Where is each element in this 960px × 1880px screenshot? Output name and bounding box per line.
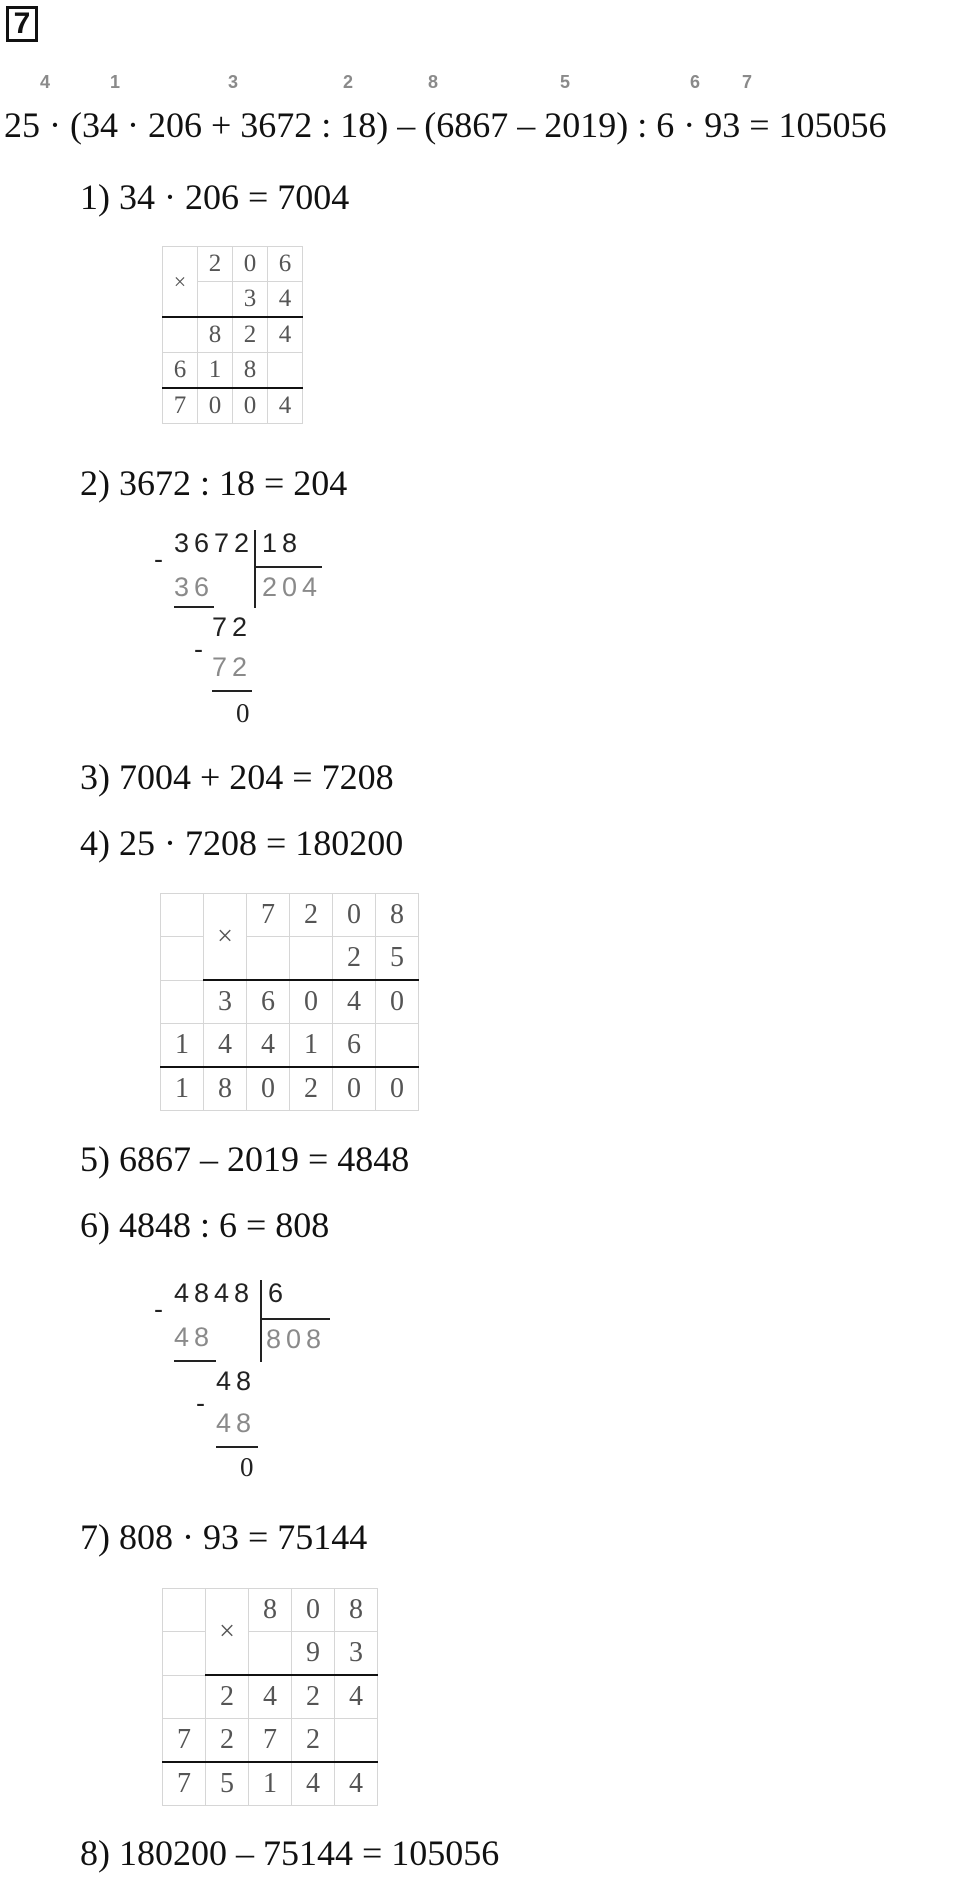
long-division-1 (154, 528, 340, 738)
order-mark: 6 (690, 72, 701, 92)
multiply-sign: × (206, 1589, 249, 1676)
grid-cell: 8 (233, 353, 268, 389)
grid-cell (163, 1675, 206, 1719)
remainder: 0 (236, 698, 255, 728)
grid-cell: 3 (233, 282, 268, 318)
dividend: 4848 (174, 1278, 255, 1308)
grid-cell: 2 (233, 317, 268, 353)
grid-cell: 2 (290, 894, 333, 937)
grid-cell: 5 (376, 937, 419, 981)
grid-cell: 0 (247, 1067, 290, 1111)
grid-cell: 1 (198, 353, 233, 389)
grid-cell: 4 (292, 1762, 335, 1806)
step-5: 5) 6867 – 2019 = 4848 (80, 1139, 410, 1179)
grid-cell: 3 (335, 1632, 378, 1676)
grid-cell: 7 (249, 1719, 292, 1763)
grid-cell: 3 (204, 980, 247, 1024)
order-mark: 5 (560, 72, 571, 92)
grid-cell: 1 (161, 1067, 204, 1111)
grid-cell: 2 (292, 1675, 335, 1719)
grid-cell: 6 (268, 247, 303, 282)
order-mark: 4 (40, 72, 51, 92)
order-mark: 1 (110, 72, 121, 92)
grid-cell: 4 (333, 980, 376, 1024)
grid-cell: 2 (292, 1719, 335, 1763)
quotient: 204 (262, 572, 323, 602)
grid-cell: 8 (376, 894, 419, 937)
grid-cell (249, 1632, 292, 1676)
multiply-sign: × (204, 894, 247, 981)
grid-cell (163, 1632, 206, 1676)
subtrahend: 72 (212, 652, 253, 682)
subtrahend: 36 (174, 572, 215, 602)
grid-cell: 2 (333, 937, 376, 981)
multiplication-grid-3 (162, 1588, 378, 1806)
subtrahend: 48 (174, 1322, 215, 1352)
grid-cell (161, 980, 204, 1024)
order-mark: 3 (228, 72, 239, 92)
grid-cell: 0 (233, 388, 268, 424)
grid-cell (247, 937, 290, 981)
order-mark: 2 (343, 72, 354, 92)
quotient: 808 (266, 1324, 327, 1354)
divisor: 6 (268, 1278, 289, 1308)
grid-cell: 2 (290, 1067, 333, 1111)
grid-cell: 1 (161, 1024, 204, 1068)
minus-sign: - (196, 1388, 210, 1418)
multiply-sign: × (163, 247, 198, 318)
subtrahend: 48 (216, 1408, 257, 1438)
order-mark: 8 (428, 72, 439, 92)
multiplication-grid-2 (160, 893, 419, 1111)
grid-cell: 8 (249, 1589, 292, 1632)
task-number: 7 (13, 7, 31, 40)
long-division-2 (154, 1278, 340, 1488)
grid-cell (198, 282, 233, 318)
grid-cell (335, 1719, 378, 1763)
grid-cell: 8 (335, 1589, 378, 1632)
step-3: 3) 7004 + 204 = 7208 (80, 757, 394, 797)
grid-cell: 9 (292, 1632, 335, 1676)
grid-cell: 4 (335, 1675, 378, 1719)
grid-cell: 6 (247, 980, 290, 1024)
step-7: 7) 808 · 93 = 75144 (80, 1517, 368, 1557)
grid-cell: 2 (198, 247, 233, 282)
grid-cell: 0 (333, 894, 376, 937)
grid-cell: 6 (163, 353, 198, 389)
grid-cell: 0 (233, 247, 268, 282)
divisor: 18 (262, 528, 303, 558)
grid-cell: 0 (292, 1589, 335, 1632)
minus-sign: - (154, 544, 168, 574)
grid-cell: 0 (290, 980, 333, 1024)
grid-cell: 7 (163, 1719, 206, 1763)
grid-cell (161, 937, 204, 981)
multiplication-grid-1 (162, 246, 303, 424)
grid-cell: 4 (268, 282, 303, 318)
grid-cell: 4 (268, 317, 303, 353)
grid-cell (376, 1024, 419, 1068)
grid-cell: 7 (163, 388, 198, 424)
step-8: 8) 180200 – 75144 = 105056 (80, 1833, 500, 1873)
grid-cell: 4 (268, 388, 303, 424)
grid-cell: 7 (247, 894, 290, 937)
step-1: 1) 34 · 206 = 7004 (80, 177, 350, 217)
subtraction-line (216, 1446, 258, 1448)
partial-remainder: 72 (212, 612, 253, 642)
minus-sign: - (194, 634, 208, 664)
grid-cell: 8 (198, 317, 233, 353)
grid-cell (290, 937, 333, 981)
grid-cell: 4 (247, 1024, 290, 1068)
order-mark: 7 (742, 72, 753, 92)
grid-cell (268, 353, 303, 389)
subtraction-line (174, 1360, 216, 1362)
division-bar (260, 1280, 262, 1362)
subtraction-line (174, 606, 214, 608)
grid-cell: 0 (376, 1067, 419, 1111)
grid-cell: 0 (376, 980, 419, 1024)
step-4: 4) 25 · 7208 = 180200 (80, 823, 404, 863)
step-6: 6) 4848 : 6 = 808 (80, 1205, 330, 1245)
grid-cell: 4 (335, 1762, 378, 1806)
dividend: 3672 (174, 528, 255, 558)
task-number-box (6, 6, 38, 42)
step-2: 2) 3672 : 18 = 204 (80, 463, 348, 503)
grid-cell: 2 (206, 1675, 249, 1719)
grid-cell: 4 (204, 1024, 247, 1068)
subtraction-line (212, 690, 252, 692)
grid-cell (161, 894, 204, 937)
grid-cell: 1 (249, 1762, 292, 1806)
grid-cell: 7 (163, 1762, 206, 1806)
minus-sign: - (154, 1294, 168, 1324)
grid-cell (163, 317, 198, 353)
grid-cell: 8 (204, 1067, 247, 1111)
partial-remainder: 48 (216, 1366, 257, 1396)
division-bar (254, 530, 256, 608)
grid-cell (163, 1589, 206, 1632)
main-expression: 25 · (34 · 206 + 3672 : 18) – (6867 – 2019) : 6 · 93 = 105056 (4, 105, 887, 145)
divisor-line (254, 566, 322, 568)
grid-cell: 4 (249, 1675, 292, 1719)
grid-cell: 5 (206, 1762, 249, 1806)
divisor-line (260, 1318, 330, 1320)
grid-cell: 0 (198, 388, 233, 424)
grid-cell: 1 (290, 1024, 333, 1068)
grid-cell: 6 (333, 1024, 376, 1068)
grid-cell: 2 (206, 1719, 249, 1763)
remainder: 0 (240, 1452, 259, 1482)
grid-cell: 0 (333, 1067, 376, 1111)
